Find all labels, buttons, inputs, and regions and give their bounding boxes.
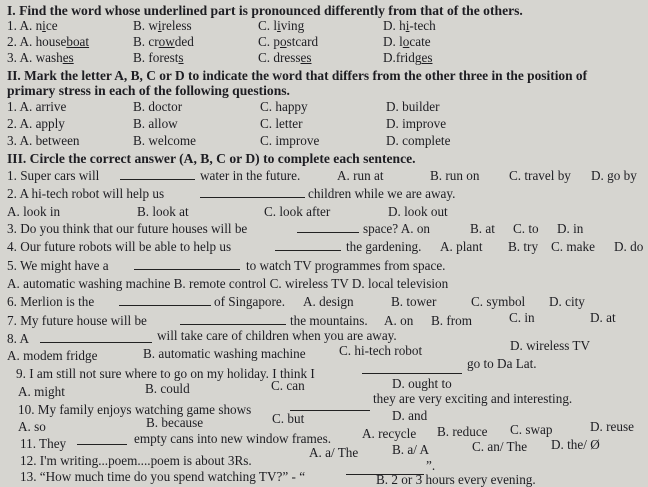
answer-blank [200,186,305,198]
worksheet: I. Find the word whose underlined part is pronounced differently from that of the others. 1. A. nice B. wireless C. living D. hi-tech 2. A. houseboat B. crowded C. postcard D. locate 3. A. washes B. forests C. dresses D.fridges II. Mark the letter A, B, C or D to indicate the word that differs from the other three in the position of primary stress in each of the following questions. 1. A. arrive B. doctor C. happy D. builder 2. A. apply B. allow C. letter D. improve 3. A. between B. welcome C. improve D. complete III. Circle the correct answer (A, B, C or D) to complete each sentence. 1. Super cars will water in the future. A. run at B. run on C. travel by D. go by 2. A hi-tech robot will help us children while we are away. A. look in B. look at C. look after D. look out 3. Do you think that our future houses will be space? A. on B. at C. to D. in 4. Our future robots will be able to help us the gardening. A. plant B. try C. make D. do 5. We might have a to watch TV programmes from space. A. automatic washing machine B. remote control C. wireless TV D. local television 6. Merlion is the of Singapore. A. design B. tower C. symbol D. city 7. My future house will be the mountains. A. on B. from C. in D. at 8. A will take care of children when you are away. A. modem fridge B. automatic washing machine C. hi-tech robot D. wireless TV 9. I am still not sure where to go on my holiday. I think I go to Da Lat. A. might B. could C. can D. ought to 10. My family enjoys watching game shows they are very exciting and interesting. A. so B. because C. but D. and 11. They empty cans into new window frames. A. recycle B. reduce C. swap D. reuse 12. I'm writing...poem....poem is about 3Rs. A. a/ The B. a/ A C. an/ The D. the/ Ø 13. “How much time do you spend watching TV?” - “ ”. B. 2 or 3 hours every evening. [7,3,644,487]
answer-blank [119,294,211,306]
answer-blank [77,433,127,445]
section-2-title-line-1: II. Mark the letter A, B, C or D to indicate the word that differs from the other three in the position of [7,68,588,83]
section-2-title-line-2: primary stress in each of the following questions. [7,83,290,98]
answer-blank [362,362,462,374]
answer-blank [40,331,152,343]
sec3-question-5-options: A. automatic washing machine B. remote control C. wireless TV D. local television [7,276,449,291]
answer-blank [297,221,359,233]
answer-blank [120,168,195,180]
answer-blank [134,258,240,270]
answer-blank [275,239,341,251]
section-1-title: I. Find the word whose underlined part is pronounced differently from that of the others. [7,3,523,18]
section-3-title: III. Circle the correct answer (A, B, C or D) to complete each sentence. [7,151,416,166]
answer-blank [180,313,286,325]
answer-blank [290,399,370,411]
